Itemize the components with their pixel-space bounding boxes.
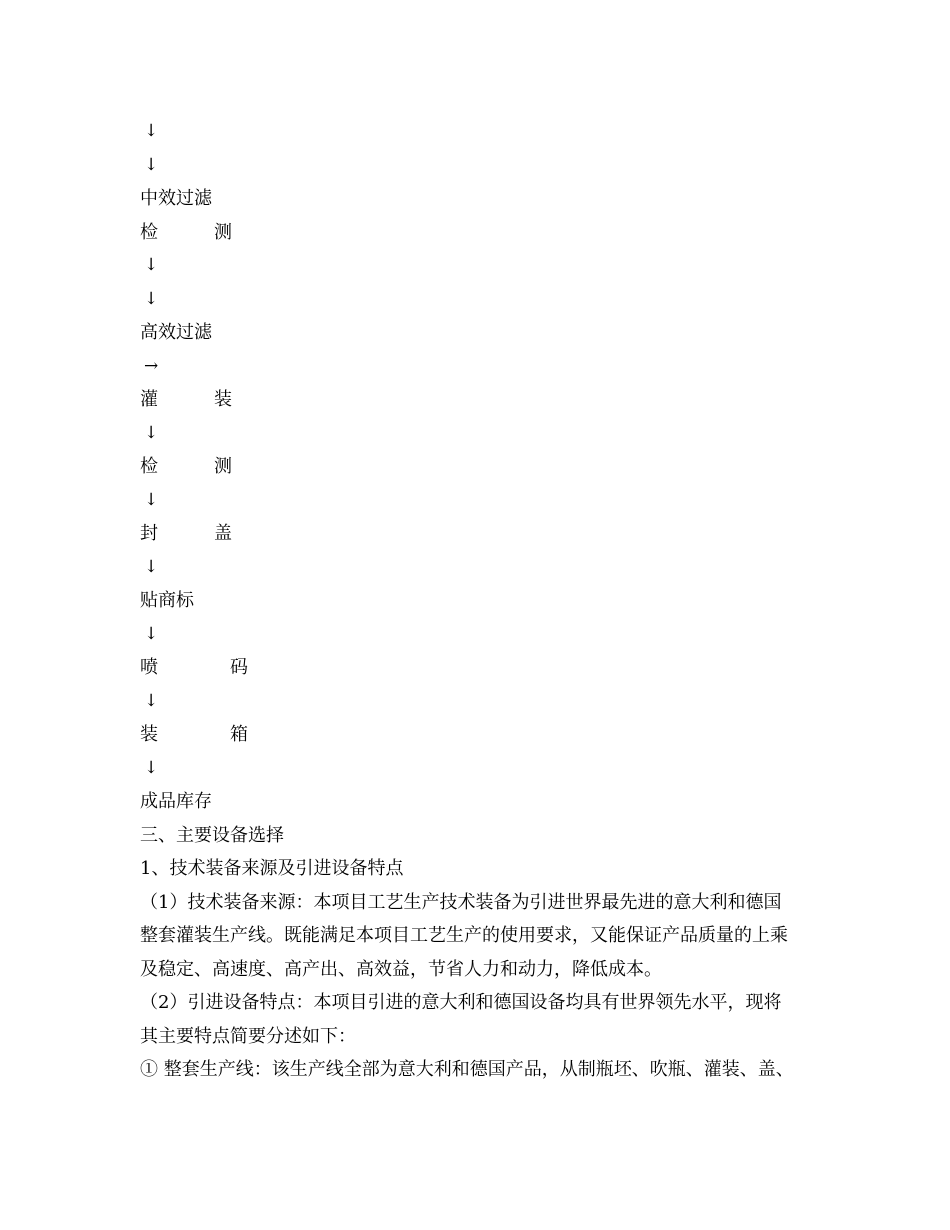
step-mid-filter: 中效过滤 <box>140 188 212 209</box>
step-inspect <box>140 216 840 250</box>
down-arrow-icon: ↓ <box>144 757 159 778</box>
step-cap <box>140 517 840 551</box>
step-fill-char1: 灌 <box>140 389 158 410</box>
step-label: 贴商标 <box>140 590 194 611</box>
down-arrow-icon: ↓ <box>144 288 159 309</box>
down-arrow-icon: ↓ <box>144 489 159 510</box>
step-code <box>140 651 840 685</box>
paragraph-line: （2）引进设备特点：本项目引进的意大利和德国设备均具有世界领先水平，现将 <box>140 992 782 1013</box>
paragraph-line: 其主要特点简要分述如下： <box>140 1025 356 1047</box>
step-cap-char2: 盖 <box>214 523 232 544</box>
down-arrow-icon: ↓ <box>144 121 159 141</box>
paragraph-production-line <box>140 1053 840 1087</box>
down-arrow-icon: ↓ <box>144 623 159 644</box>
paragraph-equipment-features <box>140 986 840 1053</box>
step-box-char1: 装 <box>140 724 158 745</box>
step-box <box>140 718 840 752</box>
down-arrow-icon: ↓ <box>144 154 159 175</box>
step-cap-char1: 封 <box>140 523 158 544</box>
right-arrow-icon: → <box>144 355 159 376</box>
paragraph-line: （1）技术装备来源：本项目工艺生产技术装备为引进世界最先进的意大利和德国 <box>140 891 782 913</box>
step-code-char2: 码 <box>230 657 248 678</box>
step-code-char1: 喷 <box>140 657 158 678</box>
step-inspect-char2: 测 <box>214 456 232 477</box>
down-arrow-icon: ↓ <box>144 556 159 577</box>
down-arrow-icon: ↓ <box>144 422 159 443</box>
step-fill-char2: 装 <box>214 389 232 410</box>
step-inspect-char1: 检 <box>140 221 158 243</box>
step-box-char2: 箱 <box>230 724 248 745</box>
paragraph-line: ① 整套生产线：该生产线全部为意大利和德国产品，从制瓶坯、吹瓶、灌装、盖、 <box>140 1059 794 1080</box>
step-fill <box>140 383 840 417</box>
step-inspect-char2: 测 <box>214 221 232 243</box>
down-arrow-icon: ↓ <box>144 690 159 711</box>
sub-heading: 1、技术装备来源及引进设备特点 <box>140 858 404 879</box>
step-storage: 成品库存 <box>140 791 212 812</box>
step-high-filter: 高效过滤 <box>140 322 212 343</box>
paragraph-line: 及稳定、高速度、高产出、高效益，节省人力和动力，降低成本。 <box>140 958 662 980</box>
paragraph-line: 整套灌装生产线。既能满足本项目工艺生产的使用要求，又能保证产品质量的上乘 <box>140 925 788 946</box>
document-page <box>140 115 840 1087</box>
down-arrow-icon: ↓ <box>144 255 159 275</box>
step-inspect-2 <box>140 450 840 484</box>
step-inspect-char1: 检 <box>140 456 158 477</box>
paragraph-tech-source <box>140 886 840 987</box>
section-heading: 三、主要设备选择 <box>140 824 284 846</box>
